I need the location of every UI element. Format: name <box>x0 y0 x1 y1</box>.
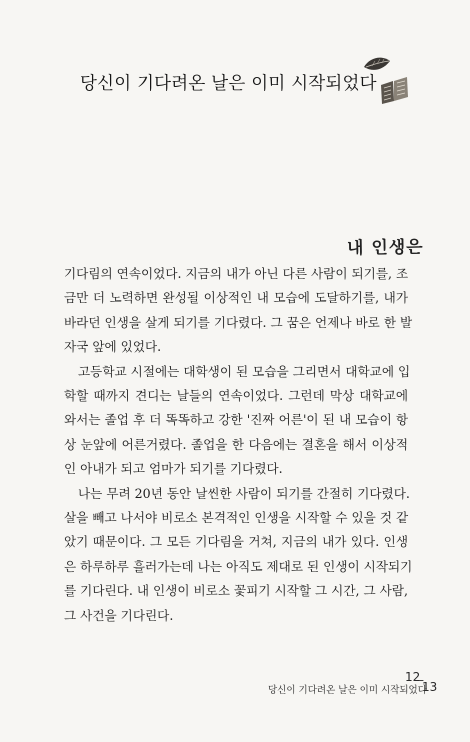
text-line: 상 눈앞에 어른거렸다. 졸업을 한 다음에는 결혼을 해서 이상적 <box>64 436 408 452</box>
text-line: 았기 때문이다. 그 모든 기다림을 거쳐, 지금의 내가 있다. 인생 <box>64 534 408 550</box>
text-line: 바라던 인생을 살게 되기를 기다렸다. 그 꿈은 언제나 바로 한 발 <box>64 314 413 330</box>
paragraph <box>64 262 413 360</box>
text-line: 학할 때까지 견디는 날들의 연속이었다. 그런데 막상 대학교에 <box>64 388 408 404</box>
text-line: 금만 더 노력하면 완성될 이상적인 내 모습에 도달하기를, 내가 <box>64 290 408 306</box>
text-line: 와서는 졸업 후 더 똑똑하고 강한 '진짜 어른'이 된 내 모습이 항 <box>64 412 408 428</box>
text-line: 를 기다린다. 내 인생이 비로소 꽃피기 시작할 그 시간, 그 사람, <box>64 583 409 599</box>
page-number-separator: – <box>418 673 424 687</box>
text-line: 그 사건을 기다린다. <box>64 607 174 623</box>
open-book-illustration-icon <box>378 75 410 105</box>
text-line: 나는 무려 20년 동안 날씬한 사람이 되기를 간절히 기다렸다. <box>78 485 410 501</box>
text-line: 자국 앞에 있었다. <box>64 339 162 355</box>
page-number-left: 12 <box>405 670 421 684</box>
running-footer-title: 당신이 기다려온 날은 이미 시작되었다 <box>268 685 427 696</box>
text-line: 은 하루하루 흘러가는데 나는 아직도 제대로 된 인생이 시작되기 <box>64 558 413 574</box>
chapter-title: 당신이 기다려온 날은 이미 시작되었다 <box>80 74 377 94</box>
leaf-illustration-icon <box>362 55 392 77</box>
paragraph <box>64 360 411 482</box>
text-line: 고등학교 시절에는 대학생이 된 모습을 그리면서 대학교에 입 <box>78 363 411 379</box>
page-number-right: 13 <box>422 680 438 694</box>
text-line: 인 아내가 되고 엄마가 되기를 기다렸다. <box>64 461 283 477</box>
text-line: 기다림의 연속이었다. 지금의 내가 아닌 다른 사람이 되기를, 조 <box>64 266 409 281</box>
body-text <box>64 262 413 628</box>
paragraph <box>64 482 413 628</box>
text-line: 살을 빼고 나서야 비로소 본격적인 인생을 시작할 수 있을 것 같 <box>64 510 409 526</box>
handwritten-note: 내 인생은 <box>346 237 424 259</box>
